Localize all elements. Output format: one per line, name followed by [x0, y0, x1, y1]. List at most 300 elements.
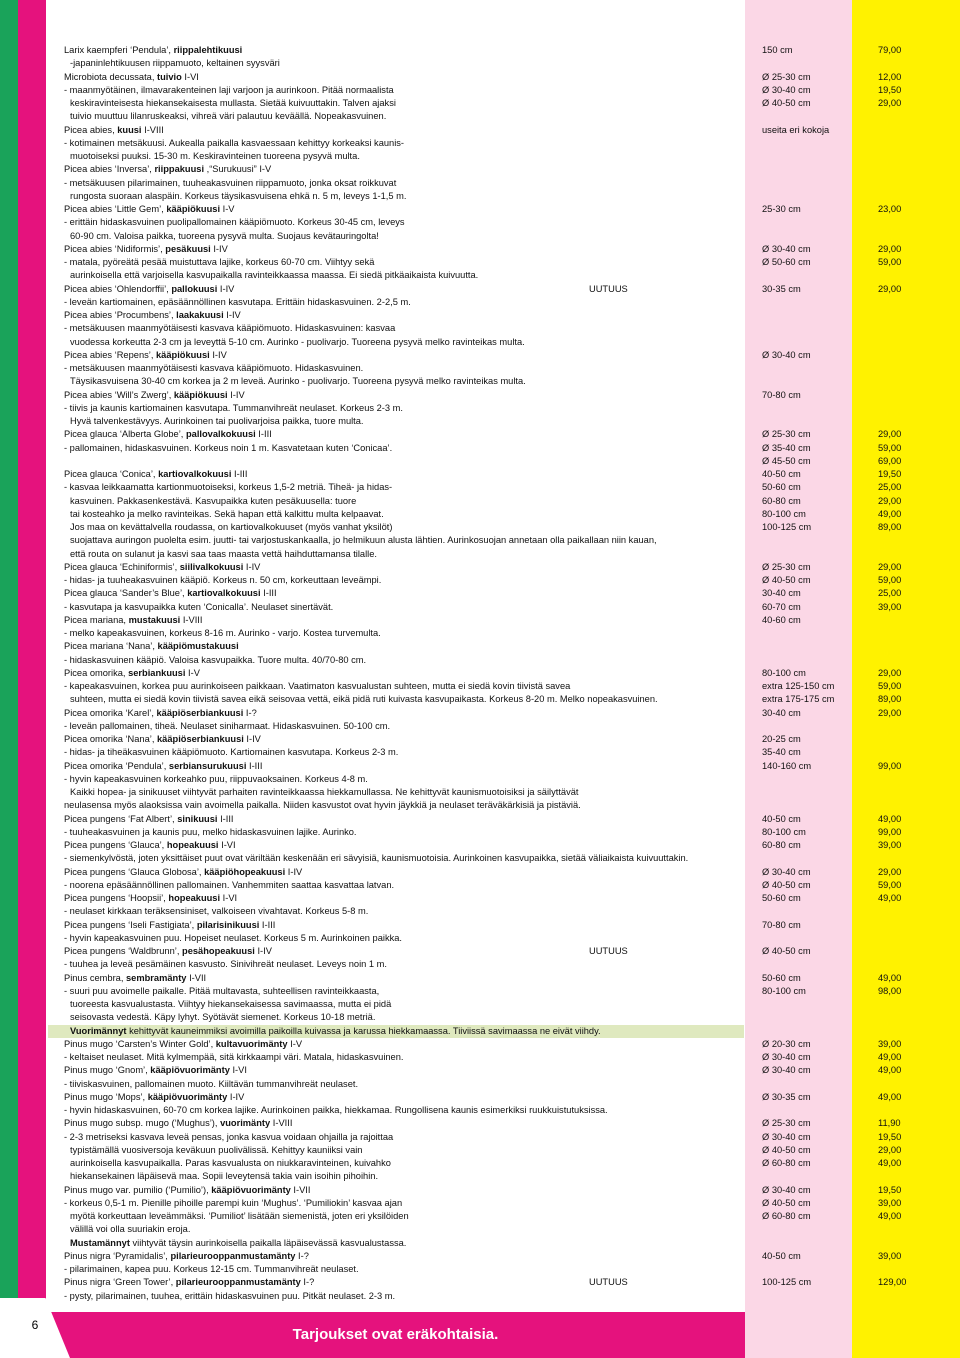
list-item	[64, 495, 960, 508]
item-size: 80-100 cm	[762, 667, 806, 678]
item-price: 39,00	[878, 1197, 902, 1208]
item-price: 39,00	[878, 1038, 902, 1049]
item-text: - kasvaa leikkaamatta kartionmuotoiseksi, korkeus 1,5-2 metriä. Tiheä- ja hidas-	[64, 482, 393, 493]
list-item	[64, 799, 960, 812]
item-common-name: kuusi	[117, 124, 142, 135]
item-size: Ø 35-40 cm	[762, 442, 811, 453]
list-item	[64, 177, 960, 190]
list-item	[64, 137, 960, 150]
item-size: useita eri kokoja	[762, 124, 830, 135]
item-size: 150 cm	[762, 45, 793, 55]
list-item	[64, 654, 960, 667]
item-size: Ø 50-60 cm	[762, 257, 811, 267]
list-item	[64, 773, 960, 786]
item-text: - kotimainen metsäkuusi. Aukealla paikalla kasvaessaan kehittyy korkeaksi kaunis-	[64, 137, 405, 148]
item-common-name: kääpiöserbiankuusi	[156, 707, 244, 718]
item-price: 23,00	[878, 204, 902, 214]
item-text: Picea abies ‘Will’s Zwerg’, kääpiökuusi I-IV	[64, 389, 245, 400]
list-item	[64, 362, 960, 375]
list-item	[64, 760, 960, 773]
list-item	[64, 322, 960, 335]
item-text: - suuri puu avoimelle paikalle. Pitää multavasta, suhteellisen ravinteikkaasta,	[64, 985, 380, 996]
item-common-name: serbiankuusi	[128, 667, 186, 678]
item-text: Picea pungens ‘Fat Albert’, sinikuusi I-III	[64, 813, 234, 824]
item-common-name: kääpiökuusi	[166, 204, 221, 214]
list-item	[64, 336, 960, 349]
item-price: 98,00	[878, 985, 902, 996]
item-text: Picea pungens ‘Glauca Globosa’, kääpiöhopeakuusi I-IV	[64, 866, 303, 877]
item-price: 19,50	[878, 84, 902, 95]
item-common-name: hopeakuusi	[166, 840, 219, 850]
item-size: 80-100 cm	[762, 508, 806, 519]
item-text: välillä voi olla suuriakin eroja.	[70, 1224, 191, 1235]
item-common-name: serbiansurukuusi	[168, 760, 247, 771]
item-price: 25,00	[878, 482, 902, 493]
item-size: 60-70 cm	[762, 601, 801, 612]
item-size: Ø 30-40 cm	[762, 1065, 811, 1076]
list-item	[64, 1210, 960, 1223]
item-common-name: pallokuusi	[171, 283, 218, 294]
item-price: 59,00	[878, 442, 902, 453]
item-size: Ø 30-40 cm	[762, 349, 811, 360]
list-item	[64, 534, 960, 547]
item-text: - tuuheakasvuinen ja kaunis puu, melko hidaskasvuinen lajike. Aurinko.	[64, 826, 357, 837]
list-item	[64, 905, 960, 918]
item-price: 25,00	[878, 588, 902, 599]
list-item	[64, 932, 960, 945]
list-item	[64, 1144, 960, 1157]
item-size: 40-60 cm	[762, 614, 801, 625]
item-size: 20-25 cm	[762, 734, 801, 744]
item-text: Picea glauca ‘Sander’s Blue’, kartiovalkokuusi I-III	[64, 588, 277, 599]
list-item	[64, 124, 960, 137]
item-text: - korkeus 0,5-1 m. Pienille pihoille parempi kuin ‘Mughus’. ‘Pumiliokin’ kasvaa ajan	[64, 1197, 403, 1208]
item-text: Täysikasvuisena 30-40 cm korkea ja 2 m leveä. Aurinko - puolivarjo. Tuoreena pysyvä melko ravinteikas multa.	[70, 376, 526, 387]
item-text: suojattava auringon puolelta esim. juutti- tai varjostuskankaalla, jo helmikuun alusta lähtien. Aurinkosuojan annetaan olla paikallaan niin kauan,	[70, 535, 657, 546]
item-price: 49,00	[878, 972, 902, 983]
item-price: 39,00	[878, 601, 902, 612]
list-item	[64, 296, 960, 309]
item-price: 49,00	[878, 813, 902, 824]
item-text: kasvuinen. Pakkasenkestävä. Kasvupaikka kuten pesäkuusella: tuore	[70, 495, 357, 506]
item-price: 49,00	[878, 1158, 902, 1168]
item-size: 60-80 cm	[762, 495, 801, 506]
list-item	[64, 627, 960, 640]
list-item	[64, 574, 960, 587]
list-item	[64, 892, 960, 905]
item-size: 25-30 cm	[762, 204, 801, 214]
item-size: 35-40 cm	[762, 747, 801, 758]
list-item	[64, 1011, 960, 1024]
list-item	[64, 1250, 960, 1263]
item-text: muotoiseksi puuksi. 15-30 m. Keskiravinteinen tuoreena pysyvä multa.	[70, 151, 360, 161]
item-text: Picea abies ‘Procumbens’, laakakuusi I-IV	[64, 310, 241, 320]
list-item	[64, 1104, 960, 1117]
item-text: Picea omorika ‘Nana’, kääpiöserbiankuusi I-IV	[64, 734, 261, 744]
item-price: 89,00	[878, 694, 902, 705]
item-price: 49,00	[878, 508, 902, 519]
list-item	[64, 1263, 960, 1276]
item-common-name: tuivio	[157, 71, 182, 82]
item-text: - erittäin hidaskasvuinen puolipallomainen kääpiömuoto. Korkeus 30-45 cm, leveys	[64, 217, 405, 228]
item-price: 59,00	[878, 879, 902, 890]
list-item	[64, 110, 960, 123]
item-price: 99,00	[878, 760, 902, 771]
item-price: 39,00	[878, 1250, 902, 1261]
item-common-name: vuorimänty	[220, 1118, 271, 1129]
list-item	[64, 1025, 960, 1038]
item-size: 70-80 cm	[762, 919, 801, 930]
item-size: Ø 40-50 cm	[762, 575, 811, 585]
item-size: 50-60 cm	[762, 482, 801, 493]
item-size: Ø 40-50 cm	[762, 98, 811, 108]
item-text: - kapeakasvuinen, korkea puu aurinkoiseen paikkaan. Vaatimaton kasvualustan suhteen, mutta ei siedä kovin tiivistä savea	[64, 681, 571, 691]
item-size: Ø 20-30 cm	[762, 1038, 811, 1049]
list-item	[64, 707, 960, 720]
item-common-name: kääpiövuorimänty	[211, 1184, 291, 1195]
item-price: 11,90	[878, 1118, 901, 1129]
list-item	[64, 163, 960, 176]
item-text: Picea abies ‘Inversa’, riippakuusi ,“Surukuusi” I-V	[64, 164, 272, 175]
item-text: aurinkoisella kasvupaikalla. Paras kasvualusta on niukkaravinteinen, kuivahko	[70, 1158, 391, 1168]
item-text: Picea pungens ‘Glauca’, hopeakuusi I-VI	[64, 840, 236, 850]
item-text: Pinus mugo ‘Mops’, kääpiövuorimänty I-IV	[64, 1091, 245, 1102]
list-item	[64, 1276, 960, 1289]
item-text: - keltaiset neulaset. Mitä kylmempää, sitä kirkkaampi väri. Matala, hidaskasvuinen.	[64, 1052, 404, 1062]
item-size: Ø 25-30 cm	[762, 561, 811, 572]
list-item	[64, 57, 960, 70]
list-item	[64, 852, 960, 865]
item-text: Pinus mugo subsp. mugo (‘Mughus’), vuorimänty I-VIII	[64, 1118, 293, 1129]
item-price: 59,00	[878, 575, 902, 585]
item-price: 29,00	[878, 707, 902, 718]
item-size: Ø 25-30 cm	[762, 1118, 811, 1129]
item-size: extra 125-150 cm	[762, 681, 835, 691]
green-stripe	[0, 0, 18, 1358]
page-number: 6	[31, 1318, 39, 1332]
list-item	[64, 866, 960, 879]
list-item	[64, 879, 960, 892]
item-price: 29,00	[878, 243, 902, 254]
item-text: Microbiota decussata, tuivio I-VI	[64, 71, 199, 82]
list-item	[64, 349, 960, 362]
item-size: Ø 40-50 cm	[762, 1197, 811, 1208]
new-badge: UUTUUS	[589, 946, 628, 956]
list-item	[64, 1091, 960, 1104]
item-text: - leveän pallomainen, tiheä. Neulaset siniharmaat. Hidaskasvuinen. 50-100 cm.	[64, 720, 391, 731]
item-common-name: kääpiöhopeakuusi	[204, 866, 286, 877]
item-size: Ø 25-30 cm	[762, 71, 811, 82]
list-item	[64, 587, 960, 600]
item-text: Pinus nigra ‘Green Tower’, pilarieurooppanmustamänty I-?	[64, 1277, 315, 1288]
item-text: Picea glauca ‘Alberta Globe’, pallovalkokuusi I-III	[64, 429, 272, 440]
item-text: - hidaskasvuinen kääpiö. Valoisa kasvupaikka. Tuore multa. 40/70-80 cm.	[64, 654, 367, 665]
list-item	[64, 1290, 960, 1303]
list-item	[64, 1237, 960, 1250]
item-price: 69,00	[878, 455, 902, 466]
list-item	[64, 230, 960, 243]
item-text: Picea abies ‘Ohlendorffii’, pallokuusi I-IV	[64, 283, 235, 294]
item-size: Ø 45-50 cm	[762, 455, 811, 466]
item-text: aurinkoisella että varjoisella kasvupaikalla ravinteikkaassa maassa. Ei siedä pitkäaikaista kuivuutta.	[70, 270, 479, 281]
item-common-name: riippalehtikuusi	[173, 45, 243, 55]
item-text: vuodessa korkeutta 2-3 cm ja leveyttä 5-10 cm. Aurinko - puolivarjo. Tuoreena pysyvä melko ravinteikas multa.	[70, 336, 525, 347]
item-text: typistämällä vuosiversoja keväkuun puolivälissä. Kehittyy kauniiksi vain	[70, 1144, 363, 1155]
item-text: tuoreesta kasvualustasta. Viihtyy hiekansekaisessa savimaassa, mutta ei pidä	[70, 999, 392, 1009]
item-text: tuivio muuttuu lilanruskeaksi, vihreä väri palautuu keväällä. Nopeakasvuinen.	[70, 111, 387, 122]
item-common-name: Vuorimännyt	[70, 1025, 127, 1036]
item-size: 30-35 cm	[762, 283, 801, 294]
list-item	[64, 667, 960, 680]
item-text: Picea omorika ‘Karel’, kääpiöserbiankuusi I-?	[64, 707, 257, 718]
item-text: - hyvin hidaskasvuinen, 60-70 cm korkea lajike. Aurinkoinen paikka, hiekkamaa. Rungollisena kaunis esimerkiksi ruukkuistutuksissa.	[64, 1105, 608, 1115]
item-text: Vuorimännyt kehittyvät kauneimmiksi avoimilla paikoilla kuivassa ja karussa hiekkamaassa. Tiiviissä savimaassa ne eivät viihdy.	[70, 1025, 601, 1036]
list-item	[64, 1223, 960, 1236]
item-price: 49,00	[878, 1211, 902, 1221]
item-text: - pallomainen, hidaskasvuinen. Korkeus noin 1 m. Kasvatetaan kuten ‘Conicaa’.	[64, 442, 393, 453]
price-list	[64, 44, 960, 1303]
list-item	[64, 680, 960, 693]
item-text: Picea glauca ‘Conica’, kartiovalkokuusi I-III	[64, 469, 248, 479]
item-text: keskiravinteisesta hiekansekaisesta mullasta. Sietää kuivuuttakin. Talven ajaksi	[70, 98, 396, 108]
item-size: Ø 60-80 cm	[762, 1158, 811, 1168]
item-size: 100-125 cm	[762, 1277, 812, 1288]
list-item	[64, 243, 960, 256]
item-price: 29,00	[878, 98, 902, 108]
item-text: - melko kapeakasvuinen, korkeus 8-16 m. Aurinko - varjo. Kostea turvemulta.	[64, 628, 381, 638]
list-item	[64, 548, 960, 561]
list-item	[64, 256, 960, 269]
item-text: hiekansekainen läpäisevä maa. Sopii leveytensä takia vain isoihin pihoihin.	[70, 1171, 379, 1182]
item-text: 60-90 cm. Valoisa paikka, tuoreena pysyvä multa. Suojaus kevätauringolta!	[70, 230, 379, 241]
item-common-name: kääpiömustakuusi	[157, 641, 239, 652]
item-common-name: laakakuusi	[176, 310, 224, 320]
list-item	[64, 150, 960, 163]
item-size: 70-80 cm	[762, 389, 801, 400]
item-text: - 2-3 metriseksi kasvava leveä pensas, jonka kasvua voidaan ohjailla ja rajoittaa	[64, 1131, 394, 1142]
item-size: 50-60 cm	[762, 893, 801, 903]
list-item	[64, 389, 960, 402]
item-size: Ø 25-30 cm	[762, 429, 811, 440]
list-item	[64, 640, 960, 653]
list-item	[64, 216, 960, 229]
list-item	[64, 746, 960, 759]
item-text: neulasensa myös alaoksissa vain avoimella paikalla. Niiden kasvustot ovat hyvin jäykkiä ja neulaset teräväkärkisiä ja pistäviä.	[64, 800, 581, 811]
item-size: Ø 30-40 cm	[762, 243, 811, 254]
item-text: seisovasta vedestä. Käpy lyhyt. Syötävät siemenet. Korkeus 10-18 metriä.	[70, 1012, 376, 1023]
item-text: että routa on sulanut ja kasvi saa taas maasta vettä haihduttamansa tilalle.	[70, 548, 377, 559]
item-text: - matala, pyöreätä pesää muistuttava lajike, korkeus 60-70 cm. Viihtyy sekä	[64, 257, 375, 267]
list-item	[64, 283, 960, 296]
item-text: - neulaset kirkkaan teräksensiniset, valkoiseen vivahtavat. Korkeus 5-8 m.	[64, 906, 369, 917]
item-size: 30-40 cm	[762, 588, 801, 599]
item-text: Picea abies, kuusi I-VIII	[64, 124, 164, 135]
item-price: 29,00	[878, 283, 902, 294]
item-text: Larix kaempferi ‘Pendula’, riippalehtikuusi	[64, 45, 243, 55]
list-item	[64, 813, 960, 826]
item-price: 19,50	[878, 469, 902, 479]
new-badge: UUTUUS	[589, 283, 628, 294]
list-item	[64, 521, 960, 534]
list-item	[64, 84, 960, 97]
item-text: - metsäkuusen pilarimainen, tuuheakasvuinen riippamuoto, jonka oksat roikkuvat	[64, 177, 397, 188]
item-size: Ø 30-40 cm	[762, 1184, 811, 1195]
item-text: Pinus mugo ‘Gnom’, kääpiövuorimänty I-VI	[64, 1065, 247, 1076]
item-common-name: kartiovalkokuusi	[187, 588, 261, 599]
list-item	[64, 1197, 960, 1210]
list-item	[64, 203, 960, 216]
list-item	[64, 693, 960, 706]
item-price: 29,00	[878, 866, 902, 877]
item-size: Ø 30-40 cm	[762, 1131, 811, 1142]
item-price: 89,00	[878, 522, 902, 532]
item-size: 140-160 cm	[762, 760, 812, 771]
item-text: - metsäkuusen maanmyötäisesti kasvava kääpiömuoto. Hidaskasvuinen.	[64, 363, 364, 373]
item-text: Jos maa on kevättalvella roudassa, on kartiovalkokuuset (myös vanhat yksilöt)	[70, 522, 393, 532]
item-text: - siemenkylvöstä, joten yksittäiset puut ovat väriltään keskenään eri sävyisiä, kaunismuotoisia. Aurinkoinen kasvupaikka, sietää väliaikaista kuivuuttakin.	[64, 853, 689, 864]
item-price: 19,50	[878, 1131, 902, 1142]
item-text: myötä korkeuttaan leveämmäksi. ‘Pumiliot’ lisätään siemenistä, joten eri yksilöiden	[70, 1211, 409, 1221]
item-text: Mustamännyt viihtyvät täysin aurinkoisella paikalla läpäisevässä kasvualustassa.	[70, 1237, 407, 1248]
item-common-name: kääpiöserbiankuusi	[157, 734, 244, 744]
list-item	[64, 826, 960, 839]
item-price: 29,00	[878, 429, 902, 440]
list-item	[64, 998, 960, 1011]
item-size: Ø 60-80 cm	[762, 1211, 811, 1221]
magenta-stripe	[18, 0, 46, 1358]
item-text: - tiiviskasvuinen, pallomainen muoto. Kiiltävän tummanvihreät neulaset.	[64, 1078, 359, 1089]
item-text: Pinus cembra, sembramänty I-VII	[64, 972, 207, 983]
item-size: 40-50 cm	[762, 469, 801, 479]
item-text: - noorena epäsäännöllinen pallomainen. Vanhemmiten saattaa kasvattaa latvan.	[64, 879, 395, 890]
footer-text: Tarjoukset ovat eräkohtaisia.	[292, 1326, 499, 1343]
item-price: 49,00	[878, 893, 902, 903]
list-item	[64, 1131, 960, 1144]
item-text: Picea omorika ‘Pendula’, serbiansurukuusi I-III	[64, 760, 263, 771]
list-item	[64, 1157, 960, 1170]
list-item	[64, 375, 960, 388]
list-item	[64, 1170, 960, 1183]
new-badge: UUTUUS	[589, 1277, 628, 1288]
item-common-name: mustakuusi	[128, 614, 181, 625]
item-price: 129,00	[878, 1277, 907, 1288]
item-text: -japaninlehtikuusen riippamuoto, keltainen syysväri	[70, 58, 280, 69]
item-common-name: hopeakuusi	[168, 893, 221, 903]
list-item	[64, 1064, 960, 1077]
item-text: Picea pungens ‘Waldbrunn’, pesähopeakuusi I-IV	[64, 946, 272, 956]
item-price: 29,00	[878, 561, 902, 572]
list-item	[64, 958, 960, 971]
list-item	[64, 442, 960, 455]
item-text: Pinus mugo var. pumilio (‘Pumilio’), kääpiövuorimänty I-VII	[64, 1184, 311, 1195]
item-size: 50-60 cm	[762, 972, 801, 983]
item-text: suhteen, mutta ei siedä kovin tiivistä savea eikä seisovaa vettä, eikä pidä ruti kuivasta kasvupaikasta. Korkeus 8-20 m. Melko nopeakasvuinen.	[70, 694, 658, 705]
list-item	[64, 601, 960, 614]
item-common-name: pesähopeakuusi	[182, 946, 255, 956]
item-common-name: pilarisinikuusi	[196, 919, 260, 930]
list-item	[64, 97, 960, 110]
item-text: Hyvä talvenkestävyys. Aurinkoinen tai puolivarjoisa paikka, tuore multa.	[70, 416, 364, 426]
item-text: - pysty, pilarimainen, tuuhea, erittäin hidaskasvuinen puu. Pitkät neulaset. 2-3 m.	[64, 1290, 396, 1301]
item-size: extra 175-175 cm	[762, 694, 835, 705]
item-size: Ø 30-40 cm	[762, 866, 811, 877]
item-size: Ø 40-50 cm	[762, 946, 811, 956]
item-text: Picea mariana, mustakuusi I-VIII	[64, 614, 203, 625]
list-item	[64, 190, 960, 203]
list-item	[64, 945, 960, 958]
item-text: - metsäkuusen maanmyötäisesti kasvava kääpiömuoto. Hidaskasvuinen: kasvaa	[64, 323, 396, 334]
item-common-name: kääpiövuorimänty	[147, 1091, 228, 1102]
list-item	[64, 71, 960, 84]
item-text: Picea abies ‘Repens’, kääpiökuusi I-IV	[64, 349, 227, 360]
item-price: 59,00	[878, 681, 902, 691]
list-item	[64, 1038, 960, 1051]
list-item	[64, 309, 960, 322]
item-common-name: pilarieurooppanmustamänty	[170, 1250, 296, 1261]
item-common-name: siilivalkokuusi	[179, 561, 244, 572]
item-text: Picea abies ‘Nidiformis’, pesäkuusi I-IV	[64, 243, 228, 254]
item-size: 100-125 cm	[762, 522, 812, 532]
item-text: - tiivis ja kaunis kartiomainen kasvutapa. Tummanvihreät neulaset. Korkeus 2-3 m.	[64, 402, 403, 413]
item-common-name: riippakuusi	[154, 164, 205, 175]
item-size: Ø 40-50 cm	[762, 1144, 811, 1155]
list-item	[64, 468, 960, 481]
list-item	[64, 786, 960, 799]
item-common-name: pilarieurooppanmustamänty	[175, 1277, 301, 1288]
item-text: Pinus nigra ‘Pyramidalis’, pilarieurooppanmustamänty I-?	[64, 1250, 309, 1261]
item-common-name: kääpiökuusi	[156, 349, 210, 360]
item-common-name: pallovalkokuusi	[185, 429, 256, 440]
list-item	[64, 985, 960, 998]
list-item	[64, 720, 960, 733]
list-item	[64, 733, 960, 746]
item-price: 49,00	[878, 1052, 902, 1062]
item-text: Kaikki hopea- ja sinikuuset viihtyvät parhaiten ravinteikkaassa hiekkamullassa. Ne kehittyvät kaunismuotoisiksi ja säilyttävät	[70, 787, 579, 797]
item-text: Picea abies ‘Little Gem’, kääpiökuusi I-V	[64, 204, 235, 214]
item-text: - hidas- ja tuuheakasvuinen kääpiö. Korkeus n. 50 cm, korkeuttaan leveämpi.	[64, 575, 382, 585]
item-text: rungosta suoraan alaspäin. Korkeus täysikasvuisena ehkä n. 5 m, leveys 1-1,5 m.	[70, 190, 407, 201]
item-common-name: sembramänty	[126, 972, 187, 983]
item-size: Ø 30-40 cm	[762, 1052, 811, 1062]
item-size: 30-40 cm	[762, 707, 801, 718]
list-item	[64, 972, 960, 985]
item-price: 79,00	[878, 45, 902, 55]
item-price: 12,00	[878, 71, 902, 82]
list-item	[64, 1117, 960, 1130]
item-text: - hyvin kapeakasvuinen puu. Hopeiset neulaset. Korkeus 5 m. Aurinkoinen paikka.	[64, 932, 402, 943]
list-item	[64, 481, 960, 494]
item-common-name: sinikuusi	[177, 813, 218, 824]
item-common-name: pesäkuusi	[165, 243, 211, 254]
item-price: 59,00	[878, 257, 902, 267]
item-text: - tuuhea ja leveä pesämäinen kasvusto. Sinivihreät neulaset. Leveys noin 1 m.	[64, 959, 387, 970]
item-size: Ø 40-50 cm	[762, 879, 811, 890]
item-price: 29,00	[878, 667, 902, 678]
item-common-name: kultavuorimänty	[215, 1038, 288, 1049]
item-price: 39,00	[878, 840, 902, 850]
item-text: Picea pungens ‘Iseli Fastigiata’, pilarisinikuusi I-III	[64, 919, 276, 930]
item-text: Picea omorika, serbiankuusi I-V	[64, 667, 200, 678]
item-size: 60-80 cm	[762, 840, 801, 850]
item-size: 40-50 cm	[762, 813, 801, 824]
list-item	[64, 415, 960, 428]
list-item	[64, 1184, 960, 1197]
item-text: - maanmyötäinen, ilmavarakenteinen laji varjoon ja aurinkoon. Pitää normaalista	[64, 84, 394, 95]
item-text: Picea glauca ‘Echiniformis’, siilivalkokuusi I-IV	[64, 561, 261, 572]
item-price: 99,00	[878, 826, 902, 837]
item-text: Pinus mugo ‘Carsten’s Winter Gold’, kultavuorimänty I-V	[64, 1038, 303, 1049]
item-size: 80-100 cm	[762, 826, 806, 837]
